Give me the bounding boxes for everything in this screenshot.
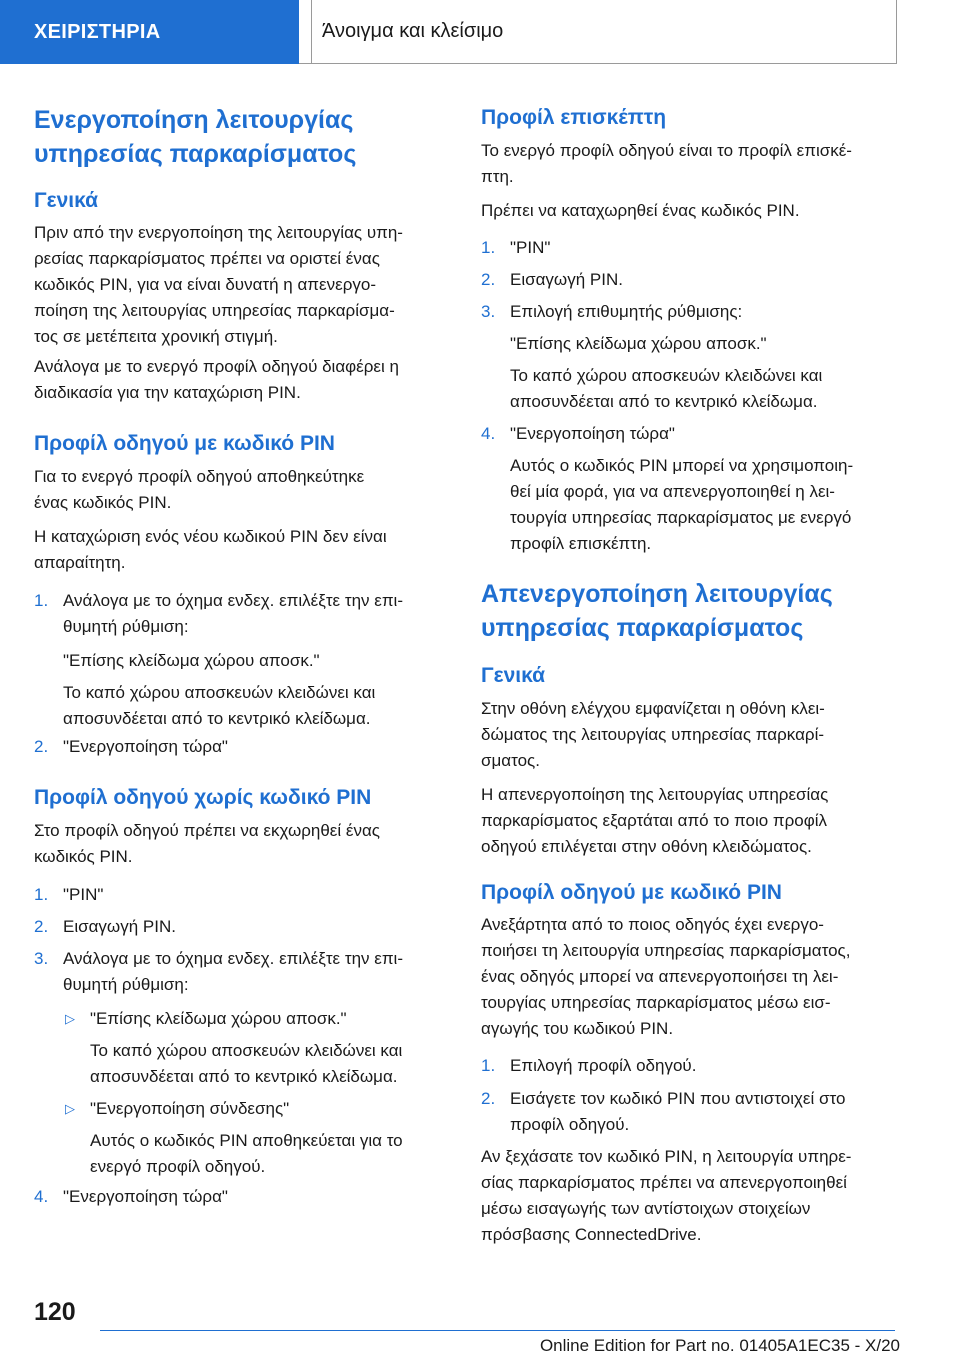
page-header <box>0 0 960 66</box>
pin-profile-heading: Προφίλ οδηγού με κωδικό PIN <box>481 881 782 904</box>
chapter-title: Άνοιγμα και κλείσιμο <box>311 0 897 64</box>
pin-paragraph-2: Η καταχώριση ενός νέου κωδικού PIN δεν είναι απαραίτητη. <box>34 527 387 572</box>
guest-paragraph-1: Το ενεργό προφίλ οδηγού είναι το προφίλ επισκέ- πτη. <box>481 141 852 186</box>
list-number: 2. <box>481 1089 496 1108</box>
list-item-option: "Επίσης κλείδωμα χώρου αποσκ." <box>63 651 320 670</box>
sub-list-item: "Ενεργοποίηση σύνδεσης" <box>90 1099 290 1118</box>
list-item-option: "Επίσης κλείδωμα χώρου αποσκ." <box>510 334 767 353</box>
list-number: 1. <box>481 238 496 257</box>
list-number: 4. <box>481 424 496 443</box>
list-item: Εισαγωγή PIN. <box>510 270 623 289</box>
general-paragraph-2: Ανάλογα με το ενεργό προφίλ οδηγού διαφέρει η διαδικασία για την καταχώριση PIN. <box>34 357 399 402</box>
list-item-description: Το καπό χώρου αποσκευών κλειδώνει και αποσυνδέεται από το κεντρικό κλείδωμα. <box>63 683 376 728</box>
general-paragraph-2: Η απενεργοποίηση της λειτουργίας υπηρεσίας παρκαρίσματος εξαρτάται από το ποιο προφίλ οδηγού επιλέγεται στην οθόνη κλειδώματος. <box>481 785 829 856</box>
list-item: Ανάλογα με το όχημα ενδεχ. επιλέξτε την επι- θυμητή ρύθμιση: <box>63 949 403 994</box>
list-number: 2. <box>481 270 496 289</box>
general-heading: Γενικά <box>34 189 99 212</box>
list-number: 2. <box>34 737 49 756</box>
deactivation-title-line2: υπηρεσίας παρκαρίσματος <box>481 614 804 642</box>
triangle-bullet-icon: ▷ <box>65 1101 75 1116</box>
list-number: 2. <box>34 917 49 936</box>
pin-paragraph-1: Για το ενεργό προφίλ οδηγού αποθηκεύτηκε ένας κωδικός PIN. <box>34 467 365 512</box>
general-paragraph-1: Πριν από την ενεργοποίηση της λειτουργίας υπη- ρεσίας παρκαρίσματος πρέπει να οριστεί ένας κωδικός PIN, για να είναι δυνατή η απενεργο- ποίηση της λειτουργίας υπηρεσίας παρκαρίσμα- τος σε μετέπειτα χρονική στιγμή. <box>34 223 403 346</box>
list-item: "Ενεργοποίηση τώρα" <box>63 737 228 756</box>
general-heading: Γενικά <box>481 664 546 687</box>
triangle-bullet-icon: ▷ <box>65 1011 75 1026</box>
pin-profile-heading: Προφίλ οδηγού με κωδικό PIN <box>34 432 335 455</box>
list-item-description: Αυτός ο κωδικός PIN μπορεί να χρησιμοποιη- θεί μία φορά, για να απενεργοποιηθεί η λει- τουργία υπηρεσίας παρκαρίσματος με ενεργό προφίλ επισκέπτη. <box>510 456 854 553</box>
sub-list-description: Αυτός ο κωδικός PIN αποθηκεύεται για το ενεργό προφίλ οδηγού. <box>90 1131 403 1176</box>
pin-paragraph-1: Ανεξάρτητα από το ποιος οδηγός έχει ενεργο- ποιήσει τη λειτουργία υπηρεσίας παρκαρίσματος, ένας οδηγός μπορεί να απενεργοποιήσει τη λει- τουργίας υπηρεσίας παρκαρίσματος μέσω εισ- αγωγής του κωδικού PIN. <box>481 915 851 1038</box>
list-item: "PIN" <box>510 238 551 257</box>
list-item: Επιλογή προφίλ οδηγού. <box>510 1056 697 1075</box>
list-number: 4. <box>34 1187 49 1206</box>
guest-profile-heading: Προφίλ επισκέπτη <box>481 106 667 129</box>
sub-list-description: Το καπό χώρου αποσκευών κλειδώνει και αποσυνδέεται από το κεντρικό κλείδωμα. <box>90 1041 403 1086</box>
nopin-profile-heading: Προφίλ οδηγού χωρίς κωδικό PIN <box>34 786 372 809</box>
sub-list-item: "Επίσης κλείδωμα χώρου αποσκ." <box>90 1009 347 1028</box>
list-item: Επιλογή επιθυμητής ρύθμισης: <box>510 302 743 321</box>
deactivation-title-line1: Απενεργοποίηση λειτουργίας <box>481 580 833 608</box>
activation-title-line2: υπηρεσίας παρκαρίσματος <box>34 140 357 168</box>
list-item: "PIN" <box>63 885 104 904</box>
pin-paragraph-2: Αν ξεχάσατε τον κωδικό PIN, η λειτουργία υπηρε- σίας παρκαρίσματος πρέπει να απενεργοποιηθεί μέσω εισαγωγής των αντίστοιχων στοιχείων πρόσβασης ConnectedDrive. <box>481 1147 852 1244</box>
page-number: 120 <box>34 1298 76 1326</box>
footer-divider <box>100 1330 895 1331</box>
edition-info: Online Edition for Part no. 01405A1EC35 - X/20 <box>539 1336 900 1355</box>
nopin-paragraph-1: Στο προφίλ οδηγού πρέπει να εκχωρηθεί ένας κωδικός PIN. <box>34 821 380 866</box>
section-tab[interactable]: ΧΕΙΡΙΣΤΗΡΙΑ <box>0 0 299 64</box>
activation-title-line1: Ενεργοποίηση λειτουργίας <box>34 106 354 134</box>
list-item-description: Το καπό χώρου αποσκευών κλειδώνει και αποσυνδέεται από το κεντρικό κλείδωμα. <box>510 366 823 411</box>
list-item: Ανάλογα με το όχημα ενδεχ. επιλέξτε την επι- θυμητή ρύθμιση: <box>63 591 403 636</box>
guest-paragraph-2: Πρέπει να καταχωρηθεί ένας κωδικός PIN. <box>481 201 800 220</box>
list-number: 3. <box>481 302 496 321</box>
list-number: 3. <box>34 949 49 968</box>
list-item: Εισαγωγή PIN. <box>63 917 176 936</box>
header-divider <box>299 63 311 64</box>
list-number: 1. <box>34 885 49 904</box>
list-item: "Ενεργοποίηση τώρα" <box>63 1187 228 1206</box>
list-number: 1. <box>481 1056 496 1075</box>
list-item: Εισάγετε τον κωδικό PIN που αντιστοιχεί στο προφίλ οδηγού. <box>510 1089 846 1134</box>
list-item: "Ενεργοποίηση τώρα" <box>510 424 675 443</box>
general-paragraph-1: Στην οθόνη ελέγχου εμφανίζεται η οθόνη κλει- δώματος της λειτουργίας υπηρεσίας παρκαρί- σματος. <box>481 699 825 770</box>
list-number: 1. <box>34 591 49 610</box>
